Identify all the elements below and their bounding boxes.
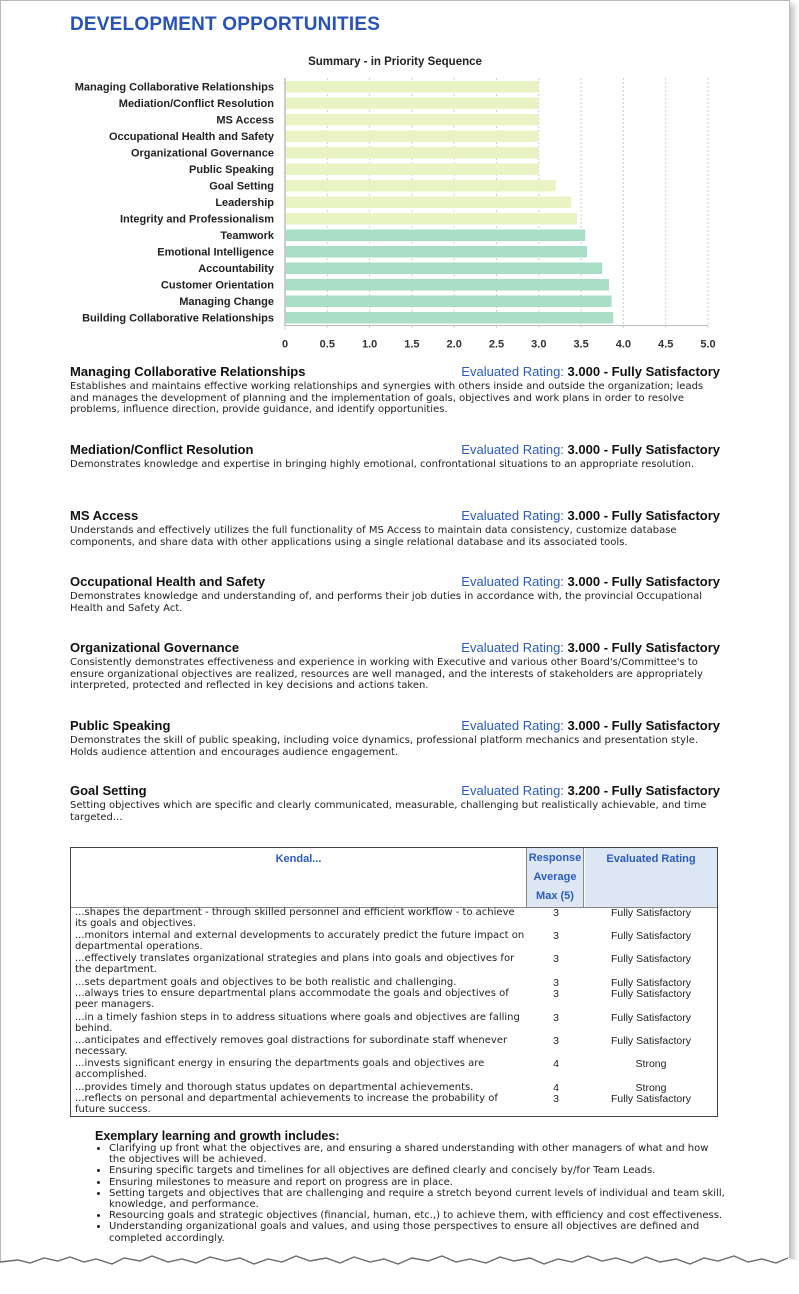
competency-rating: [461, 508, 720, 523]
row-rating: Fully Satisfactory: [611, 930, 691, 942]
bar: [286, 147, 539, 159]
competency-description: Demonstrates the skill of public speaking, including voice dynamics, professional platform mechanics and presentation style. Holds audience attention and encourages audience engagement.: [70, 735, 699, 758]
row-rating: Fully Satisfactory: [611, 1012, 691, 1024]
bar: [286, 246, 587, 258]
row-statement: ...in a timely fashion steps in to address situations where goals and objectives are falling behind.: [75, 1012, 520, 1034]
row-average: 3: [553, 1093, 559, 1105]
row-statement: ...effectively translates organizational strategies and plans into goals and objectives for the department.: [75, 953, 515, 975]
row-average: 3: [553, 988, 559, 1000]
summary-chart-svg: [0, 48, 799, 358]
y-category-label: Customer Orientation: [160, 279, 274, 292]
y-category-label: Teamwork: [220, 230, 274, 242]
bar: [286, 114, 539, 126]
competency-rating: [461, 574, 720, 589]
row-average: 4: [553, 1082, 559, 1094]
row-statement: ...sets department goals and objectives to be both realistic and challenging.: [75, 977, 457, 988]
row-statement: ...invests significant energy in ensuring the departments goals and objectives are accomplished.: [75, 1058, 485, 1080]
competency-name: Goal Setting: [70, 783, 147, 798]
competency-rating: [461, 640, 720, 655]
row-statement: ...provides timely and thorough status updates on departmental achievements.: [75, 1082, 474, 1093]
x-tick-label: 2.5: [488, 338, 505, 351]
row-rating: Strong: [635, 1082, 667, 1094]
rating-label: Evaluated Rating:: [461, 508, 564, 523]
bar: [286, 197, 571, 209]
row-statement: ...monitors internal and external developments to accurately predict the future impact on departmental operations.: [75, 930, 525, 952]
torn-edge: [0, 1238, 799, 1294]
bar: [286, 312, 613, 324]
x-tick-label: 0.5: [319, 338, 335, 351]
row-rating: Fully Satisfactory: [611, 1035, 691, 1047]
competency-rating: [461, 783, 720, 798]
x-tick-label: 1.0: [361, 338, 378, 351]
y-category-label: MS Access: [216, 114, 274, 127]
y-category-label: Integrity and Professionalism: [119, 213, 274, 226]
learning-section: [95, 1129, 725, 1244]
competency-ms-access: [70, 508, 720, 548]
y-category-label: Accountability: [198, 263, 274, 275]
row-average: 3: [553, 1035, 559, 1047]
goal-setting-ratings-table: [70, 847, 718, 1117]
competency-name: Organizational Governance: [70, 640, 240, 655]
competency-description: Understands and effectively utilizes the full functionality of MS Access to maintain data consistency, customize database components, and share data with other applications using a single relational database and its associated tools.: [70, 525, 677, 548]
y-category-label: Mediation/Conflict Resolution: [118, 98, 274, 110]
bar: [286, 131, 539, 143]
competency-name: Public Speaking: [70, 718, 171, 733]
row-statement: ...shapes the department - through skilled personnel and efficient workflow - to achieve its goals and objectives.: [75, 907, 515, 929]
bar: [286, 230, 585, 242]
row-average: 3: [553, 907, 559, 919]
competency-name: MS Access: [70, 508, 139, 523]
list-item: • Setting targets and objectives that are challenging and require a stretch beyond current levels of individual and team skill, knowledge, and performance.: [109, 1188, 725, 1210]
competency-rating: [461, 718, 720, 733]
competency-name: Mediation/Conflict Resolution: [70, 442, 254, 457]
row-average: 3: [553, 930, 559, 942]
competency-managing-collaborative-relationships: [70, 364, 720, 416]
competency-name: Managing Collaborative Relationships: [70, 364, 306, 379]
rating-label: Evaluated Rating:: [461, 442, 564, 457]
y-category-label: Managing Collaborative Relationships: [74, 81, 274, 94]
x-tick-label: 3.0: [531, 338, 547, 351]
y-category-label: Public Speaking: [189, 164, 274, 176]
competency-description: Consistently demonstrates effectiveness and experience in working with Executive and various other Board's/Committee's to ensure organizational objectives are realized, resources are well managed, and the interests of stakeholders are appropriately interpreted, protected and reflected in key decisions and actions taken.: [70, 657, 703, 691]
bar: [286, 98, 539, 110]
list-item: • Ensuring specific targets and timelines for all objectives are defined clearly and concisely by/for Team Leads.: [109, 1165, 725, 1176]
header-response-average: [526, 848, 584, 907]
row-statement: ...always tries to ensure departmental plans accommodate the goals and objectives of peer managers.: [75, 988, 509, 1010]
header-avg-line: Max (5): [536, 890, 574, 902]
list-item: • Understanding organizational goals and values, and using those perspectives to ensure all objectives are defined and completed accordingly.: [109, 1221, 725, 1243]
competency-description: Demonstrates knowledge and understanding of, and performs their job duties in accordance with, the provincial Occupational Health and Safety Act.: [70, 591, 703, 614]
bar: [286, 81, 539, 93]
list-item: • Clarifying up front what the objectives are, and ensuring a shared understanding with other managers of what and how the objectives will be achieved.: [109, 1143, 725, 1165]
bar: [286, 164, 539, 176]
row-statement: ...anticipates and effectively removes goal distractions for subordinate staff whenever necessary.: [75, 1035, 508, 1057]
row-rating: Strong: [635, 1058, 667, 1070]
header-avg-line: Response: [528, 852, 582, 864]
bar: [286, 213, 577, 225]
rating-label: Evaluated Rating:: [461, 783, 564, 798]
competency-public-speaking: [70, 718, 720, 758]
header-evaluated-rating: Evaluated Rating: [585, 848, 717, 907]
list-item: • Resourcing goals and strategic objectives (financial, human, etc.,) to achieve them, with efficiency and cost effectiveness.: [109, 1210, 725, 1221]
bar: [286, 180, 556, 192]
competency-description: Establishes and maintains effective working relationships and synergies with others inside and outside the organization; leads and manages the development of planning and the implementation of goals, objectives and work plans in order to resolve problems, influence direction, provide guidance, and identify opportunities.: [70, 381, 704, 415]
y-category-label: Occupational Health and Safety: [108, 131, 274, 143]
row-statement: ...reflects on personal and departmental achievements to increase the probability of future success.: [75, 1093, 498, 1115]
y-category-label: Organizational Governance: [130, 147, 274, 160]
y-category-label: Building Collaborative Relationships: [82, 312, 274, 325]
bar: [286, 263, 602, 275]
rating-label: Evaluated Rating:: [461, 640, 564, 655]
x-tick-label: 0: [281, 338, 289, 351]
row-rating: Fully Satisfactory: [611, 1093, 691, 1105]
rating-value: 3.000 - Fully Satisfactory: [567, 718, 720, 733]
row-average: 4: [553, 1058, 559, 1070]
y-category-label: Goal Setting: [209, 180, 274, 193]
row-average: 3: [553, 977, 559, 989]
rating-value: 3.000 - Fully Satisfactory: [567, 442, 720, 457]
row-rating: Fully Satisfactory: [611, 977, 691, 989]
x-tick-label: 5.0: [700, 338, 716, 351]
row-rating: Fully Satisfactory: [611, 907, 691, 919]
competency-goal-setting: [70, 783, 720, 823]
competency-name: Occupational Health and Safety: [70, 574, 266, 589]
competency-rating: [461, 442, 720, 457]
rating-value: 3.000 - Fully Satisfactory: [567, 574, 720, 589]
y-category-label: Emotional Intelligence: [157, 246, 274, 259]
x-tick-label: 4.0: [615, 338, 632, 351]
row-rating: Fully Satisfactory: [611, 988, 691, 1000]
competency-occupational-health-and-safety: [70, 574, 720, 614]
rating-label: Evaluated Rating:: [461, 574, 564, 589]
page-title: DEVELOPMENT OPPORTUNITIES: [70, 14, 381, 35]
rating-value: 3.000 - Fully Satisfactory: [567, 508, 720, 523]
row-rating: Fully Satisfactory: [611, 953, 691, 965]
y-category-label: Leadership: [215, 197, 274, 209]
competency-description: Setting objectives which are specific and clearly communicated, measurable, challenging but realistically achievable, and time targeted...: [70, 800, 707, 823]
learning-title: Exemplary learning and growth includes:: [95, 1129, 340, 1143]
rating-value: 3.000 - Fully Satisfactory: [567, 640, 720, 655]
rating-label: Evaluated Rating:: [461, 364, 564, 379]
x-tick-label: 4.5: [658, 338, 674, 351]
list-item: • Ensuring milestones to measure and report on progress are in place.: [109, 1177, 725, 1188]
bar: [286, 279, 609, 291]
header-avg-line: Average: [533, 871, 577, 883]
x-tick-label: 2.0: [446, 338, 462, 351]
row-average: 3: [553, 953, 559, 965]
learning-list: [95, 1143, 725, 1244]
x-tick-label: 1.5: [404, 338, 420, 351]
x-tick-label: 3.5: [573, 338, 589, 351]
table-header: [71, 848, 717, 908]
summary-chart: [0, 48, 799, 358]
rating-label: Evaluated Rating:: [461, 718, 564, 733]
competency-description: Demonstrates knowledge and expertise in bringing highly emotional, confrontational situations to an appropriate resolution.: [70, 459, 695, 470]
competency-organizational-governance: [70, 640, 720, 692]
rating-value: 3.200 - Fully Satisfactory: [567, 783, 720, 798]
chart-title: Summary - in Priority Sequence: [308, 56, 482, 68]
competency-mediation-conflict-resolution: [70, 442, 720, 471]
competency-rating: [461, 364, 720, 379]
header-respondent: Kendal...: [275, 853, 322, 865]
y-category-label: Managing Change: [179, 296, 274, 308]
row-average: 3: [553, 1012, 559, 1024]
bar: [286, 296, 612, 308]
rating-value: 3.000 - Fully Satisfactory: [567, 364, 720, 379]
